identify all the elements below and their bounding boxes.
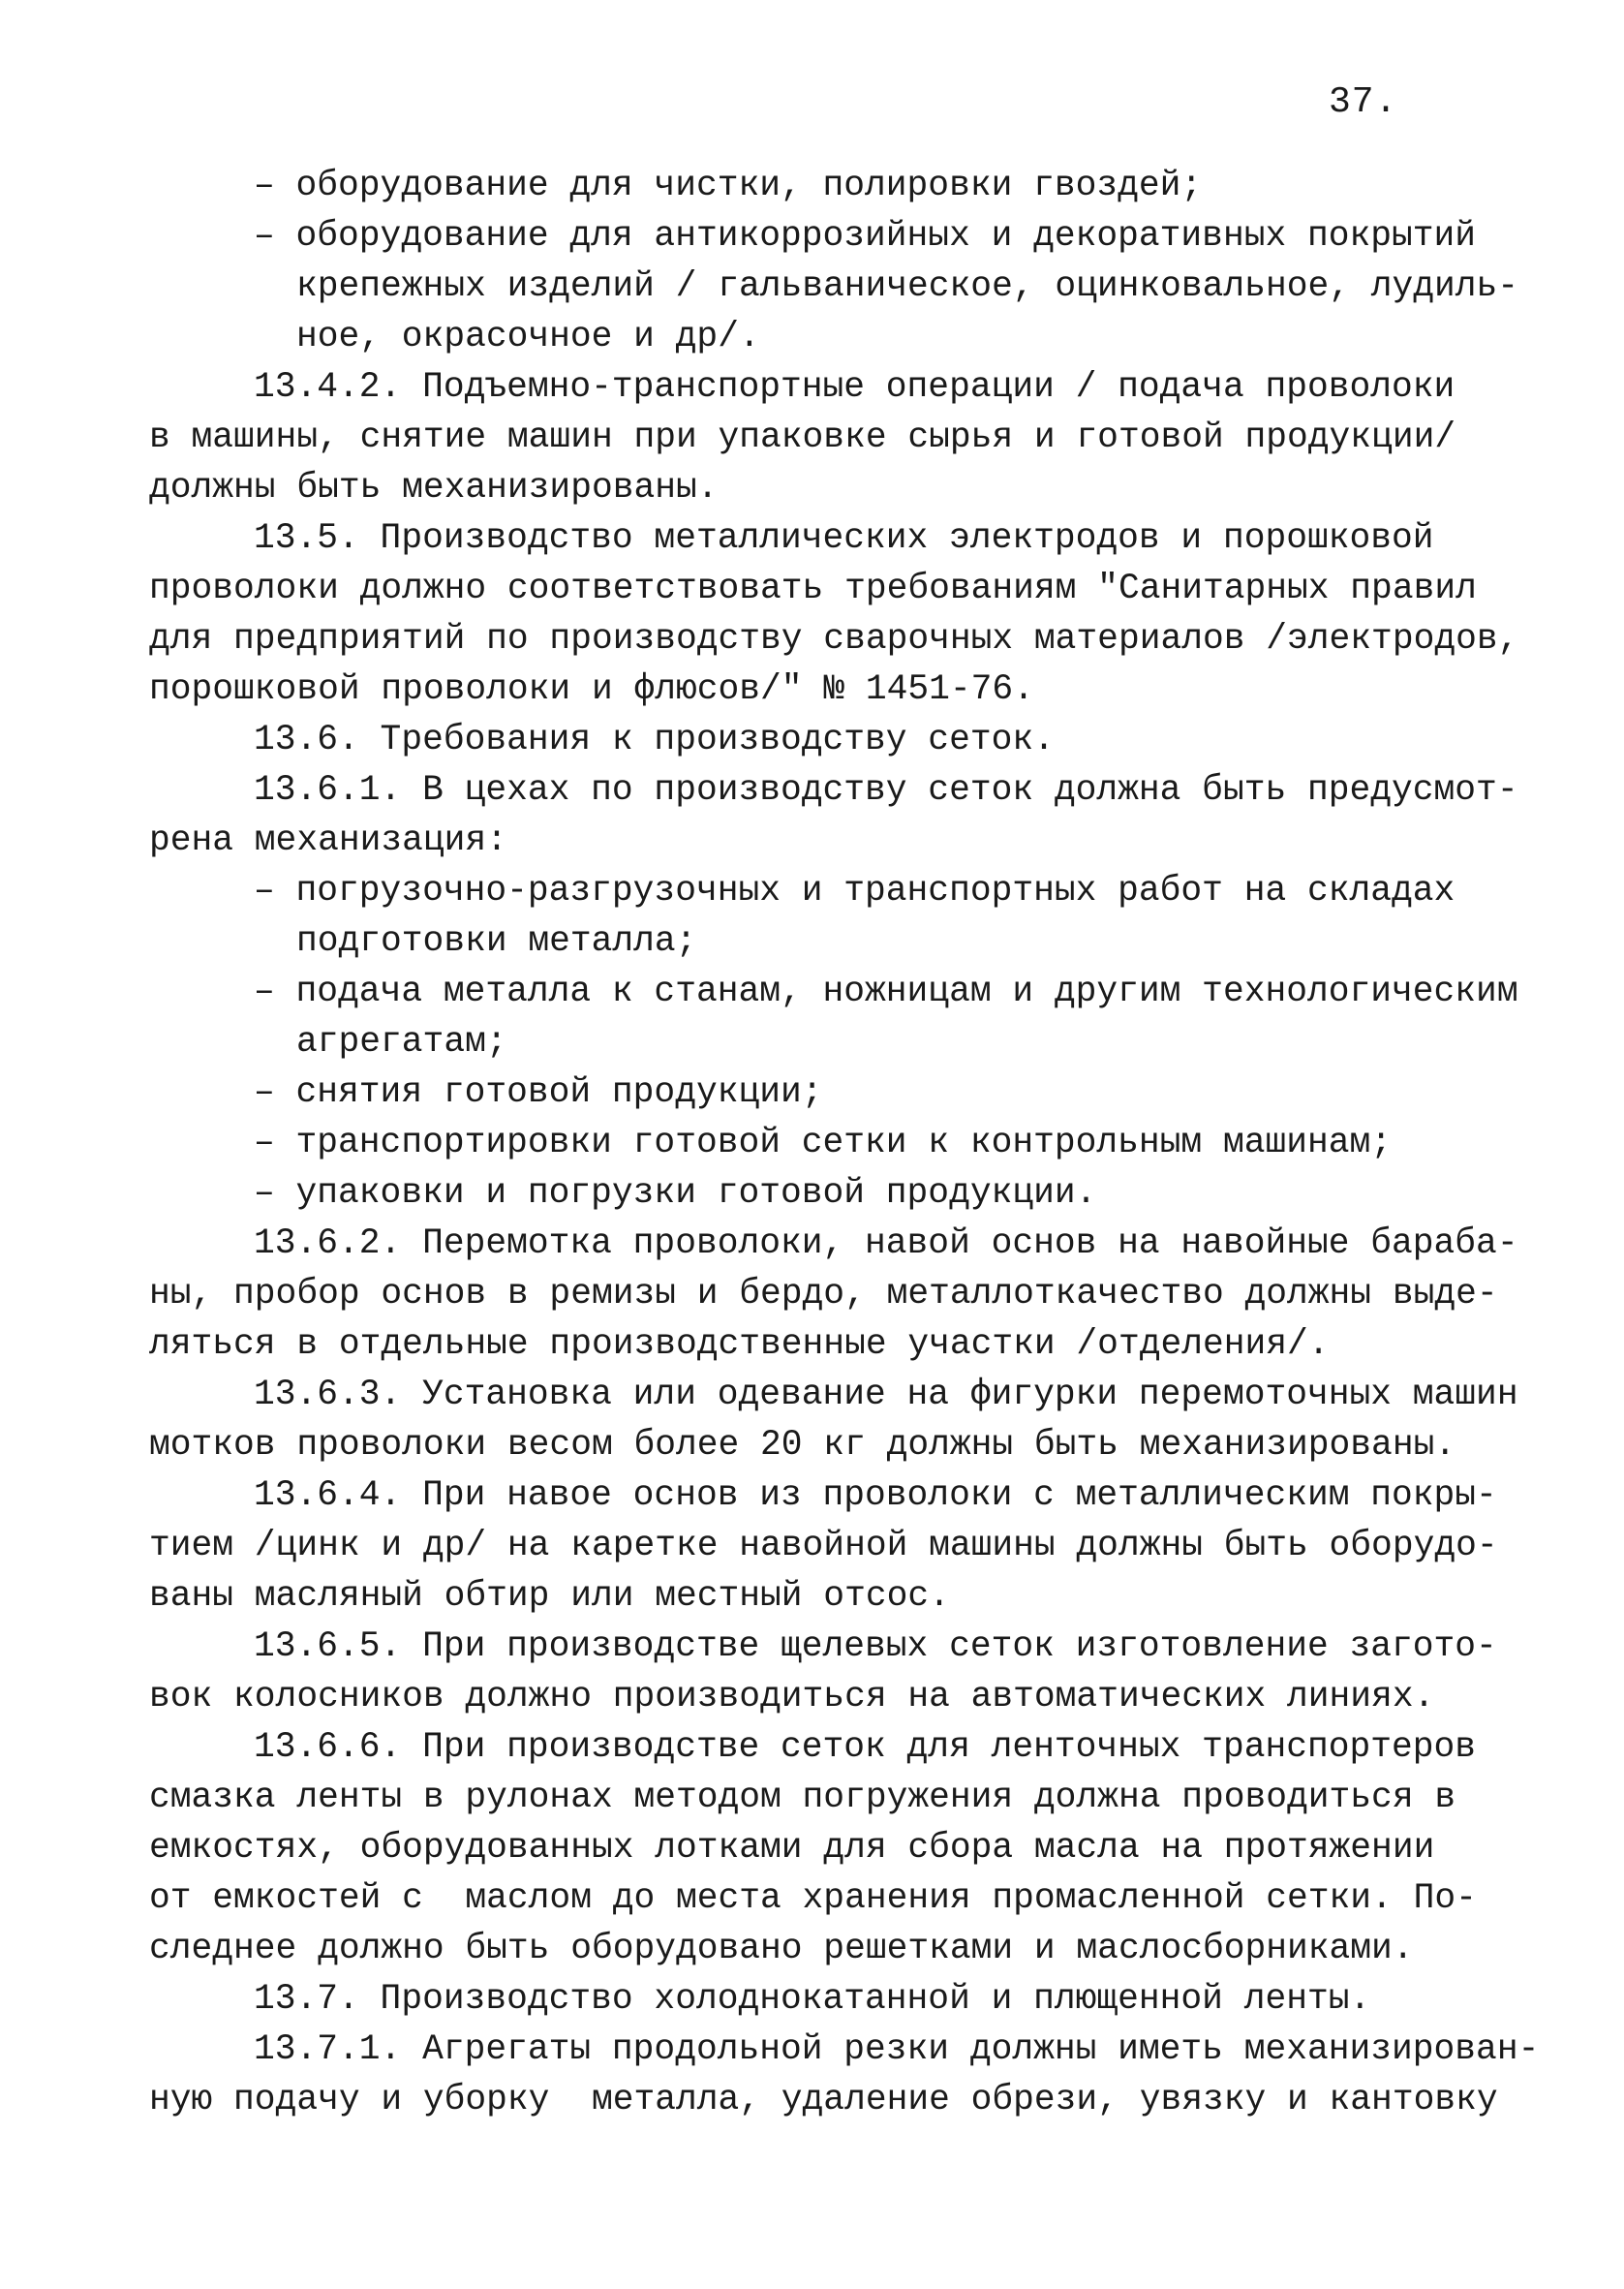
text-line: для предприятий по производству сварочных материалов /электродов, — [149, 619, 1519, 660]
text-line: 13.6.4. При навое основ из проволоки с металлическим покры- — [254, 1475, 1497, 1516]
text-line: 13.7.1. Агрегаты продольной резки должны иметь механизирован- — [254, 2029, 1540, 2070]
text-line: тием /цинк и др/ на каретке навойной машины должны быть оборудо- — [149, 1526, 1498, 1566]
text-line: в машины, снятие машин при упаковке сырья и готовой продукции/ — [149, 418, 1456, 458]
text-line: смазка ленты в рулонах методом погружения должна проводиться в — [149, 1778, 1456, 1818]
page-number: 37. — [1329, 81, 1398, 123]
text-line: – снятия готовой продукции; — [254, 1072, 823, 1113]
text-line: – упаковки и погрузки готовой продукции. — [254, 1173, 1097, 1214]
text-line: проволоки должно соответствовать требованиям "Санитарных правил — [149, 569, 1477, 609]
text-line: – оборудование для чистки, полировки гвоздей; — [254, 166, 1203, 206]
text-line: крепежных изделий / гальваническое, оцинковальное, лудиль- — [296, 266, 1519, 307]
text-line: – подача металла к станам, ножницам и другим технологическим — [254, 972, 1518, 1012]
text-line: емкостях, оборудованных лотками для сбора масла на протяжении — [149, 1828, 1435, 1869]
text-line: 13.6.3. Установка или одевание на фигурки перемоточных машин — [254, 1375, 1518, 1415]
text-line: следнее должно быть оборудовано решетками и маслосборниками. — [149, 1929, 1414, 1969]
text-line: ляться в отдельные производственные участки /отделения/. — [149, 1324, 1330, 1365]
text-line: от емкостей с маслом до места хранения промасленной сетки. По- — [149, 1878, 1477, 1919]
text-line: 13.4.2. Подъемно-транспортные операции / подача проволоки — [254, 367, 1455, 408]
text-line: ное, окрасочное и др/. — [296, 317, 760, 357]
text-line: ную подачу и уборку металла, удаление обрези, увязку и кантовку — [149, 2080, 1498, 2120]
text-line: должны быть механизированы. — [149, 468, 719, 509]
text-line: 13.6.6. При производстве сеток для ленточных транспортеров — [254, 1727, 1477, 1768]
text-line: – погрузочно-разгрузочных и транспортных работ на складах — [254, 871, 1455, 912]
text-line: рена механизация: — [149, 820, 507, 861]
text-line: мотков проволоки весом более 20 кг должны быть механизированы. — [149, 1425, 1456, 1466]
text-line: 13.6.2. Перемотка проволоки, навой основ на навойные бараба- — [254, 1223, 1518, 1264]
text-line: порошковой проволоки и флюсов/" № 1451-76. — [149, 669, 1034, 710]
text-line: агрегатам; — [296, 1022, 507, 1063]
text-line: – оборудование для антикоррозийных и декоративных покрытий — [254, 216, 1477, 257]
text-line: ваны масляный обтир или местный отсос. — [149, 1576, 950, 1617]
text-line: – транспортировки готовой сетки к контрольным машинам; — [254, 1123, 1393, 1163]
text-line: 13.6.1. В цехах по производству сеток должна быть предусмот- — [254, 770, 1518, 811]
text-line: 13.6. Требования к производству сеток. — [254, 720, 1055, 760]
text-line: ны, пробор основ в ремизы и бердо, металлоткачество должны выде- — [149, 1274, 1498, 1315]
text-line: 13.6.5. При производстве щелевых сеток изготовление загото- — [254, 1626, 1497, 1667]
text-line: 13.5. Производство металлических электродов и порошковой — [254, 518, 1434, 559]
text-line: 13.7. Производство холоднокатанной и плющенной ленты. — [254, 1979, 1371, 2020]
text-line: подготовки металла; — [296, 921, 697, 962]
text-line: вок колосников должно производиться на автоматических линиях. — [149, 1677, 1435, 1717]
